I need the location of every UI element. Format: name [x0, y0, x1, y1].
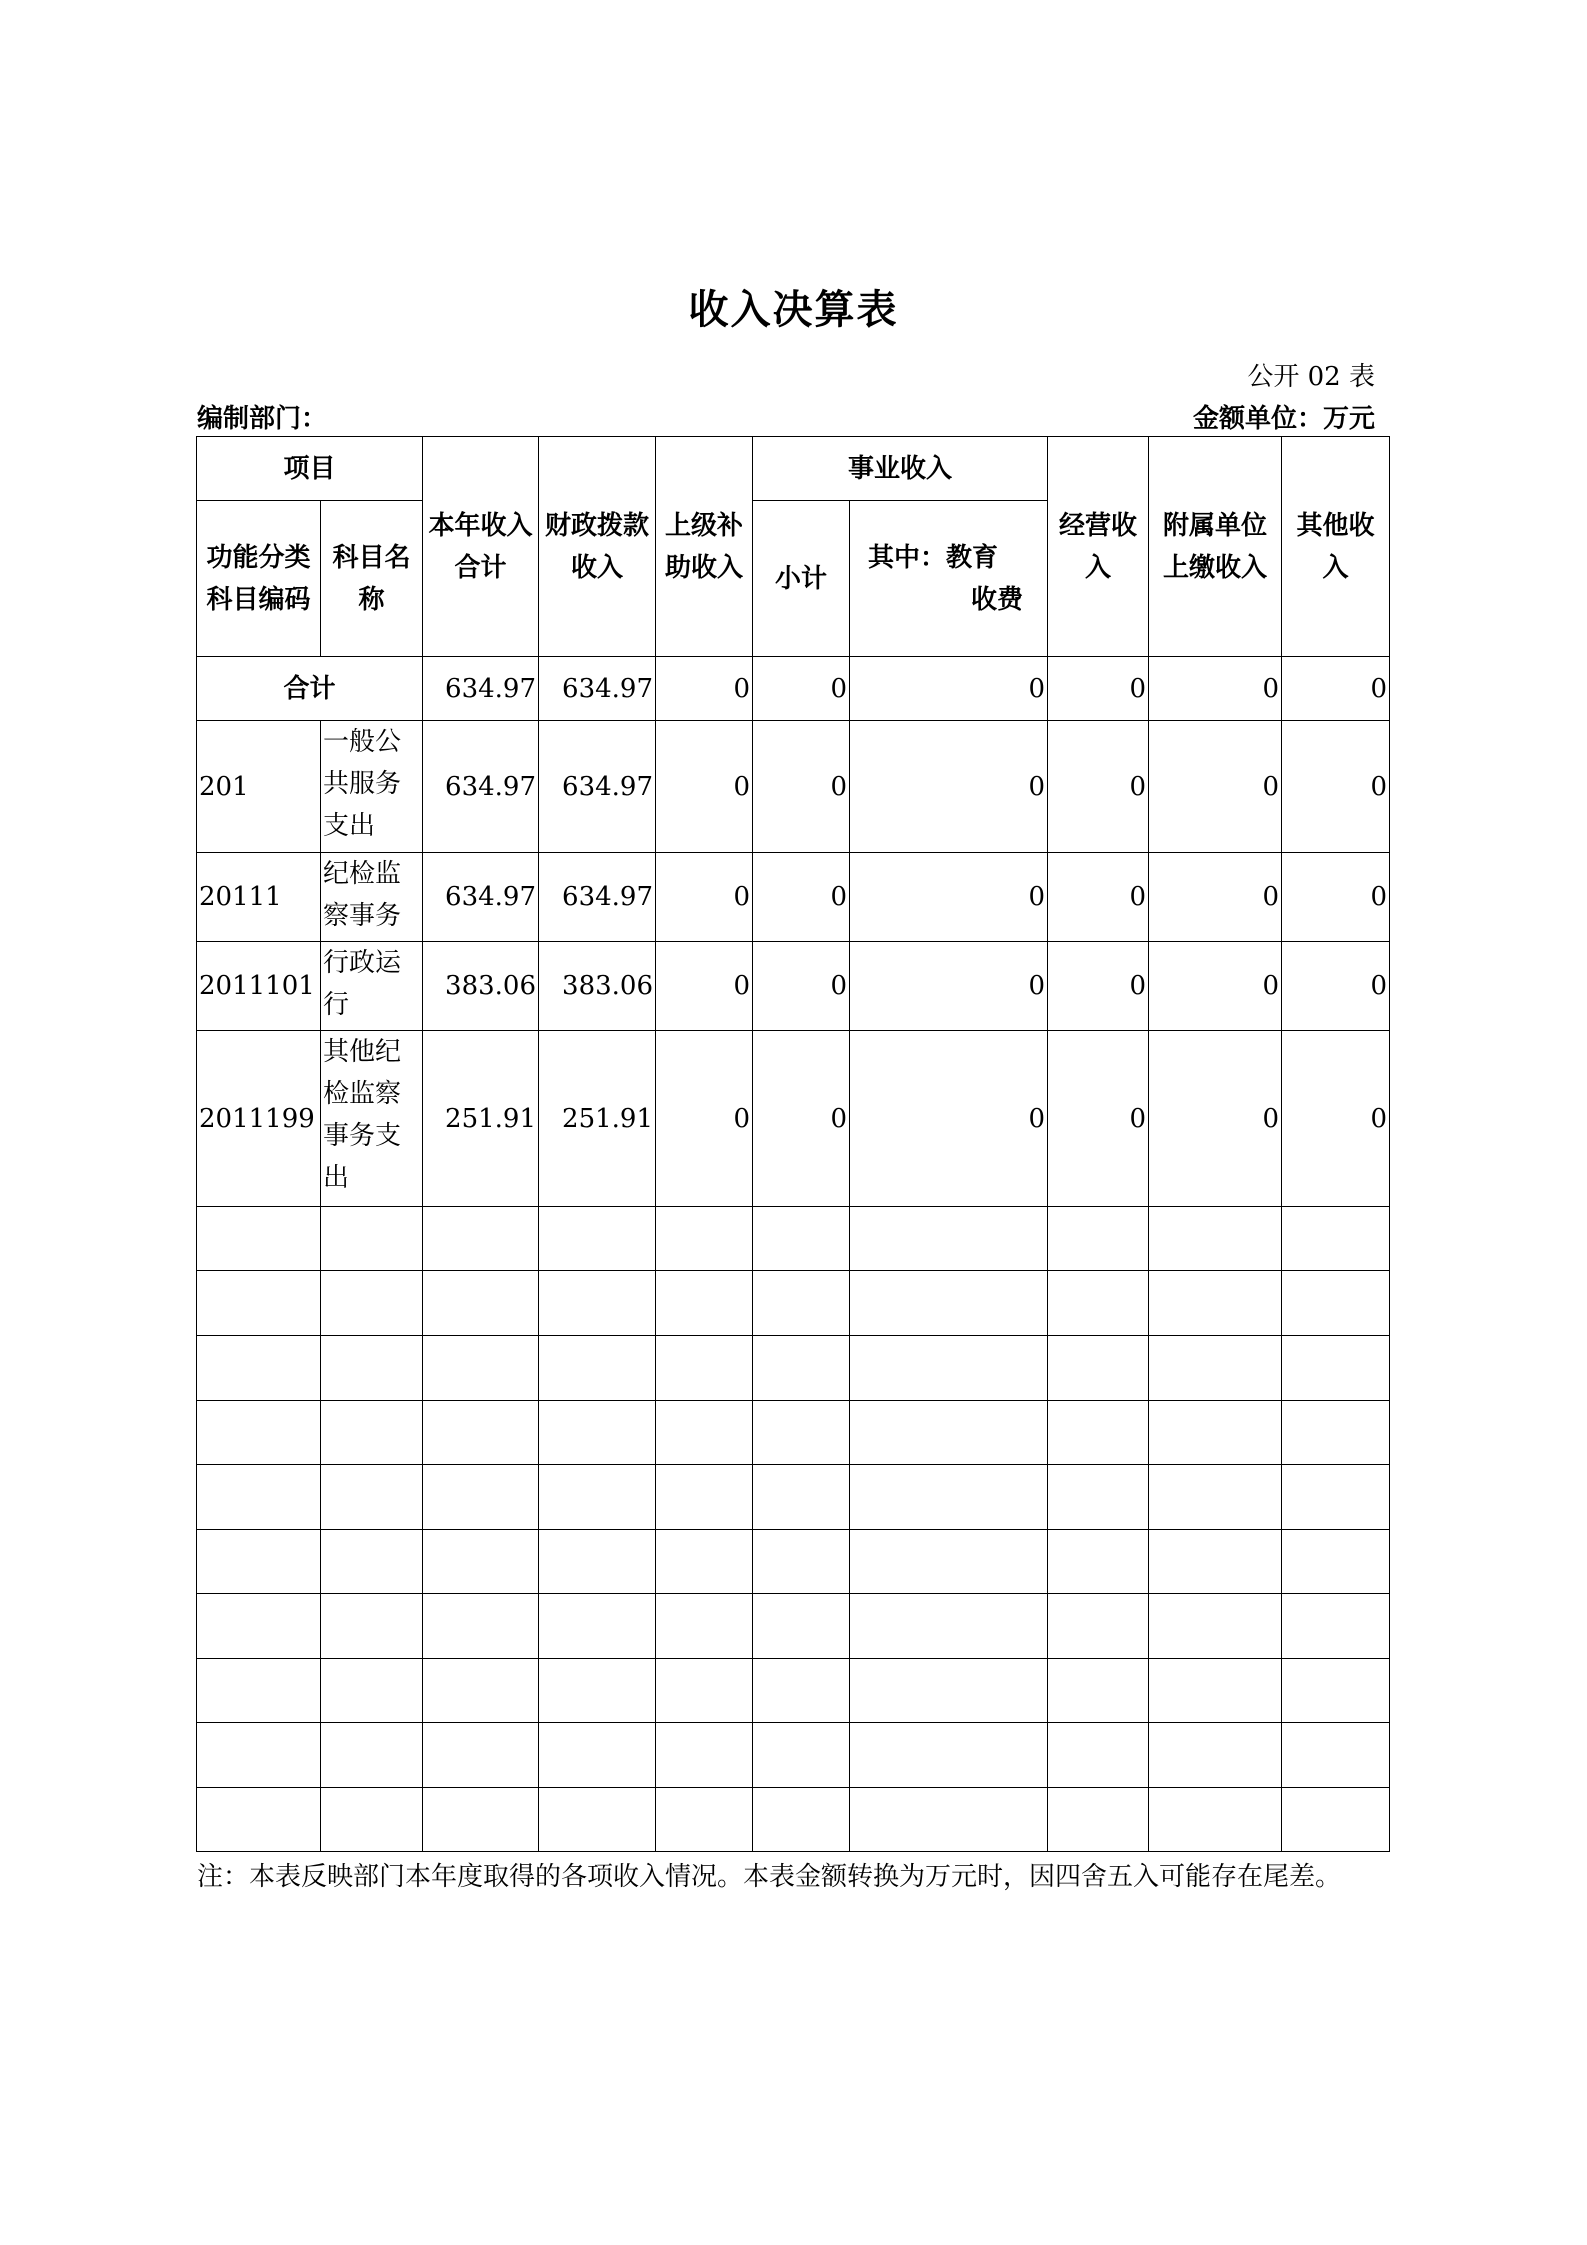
row-cell: 0	[1048, 942, 1149, 1031]
header-business: 事业收入	[753, 437, 1048, 501]
row-cell: 251.91	[423, 1031, 539, 1207]
table-row	[197, 942, 1390, 1031]
header-operating: 经营收入	[1048, 437, 1149, 657]
table-row	[197, 1031, 1390, 1207]
footnote: 注：本表反映部门本年度取得的各项收入情况。本表金额转换为万元时，因四舍五入可能存在尾差。	[197, 1862, 1342, 1892]
total-row	[197, 657, 1390, 721]
form-code: 公开 02 表	[1247, 362, 1375, 392]
dept-label: 编制部门：	[197, 404, 328, 434]
row-code: 2011199	[197, 1031, 321, 1207]
empty-row	[197, 1530, 1390, 1594]
row-cell: 0	[1048, 721, 1149, 853]
header-fiscal: 财政拨款收入	[539, 437, 656, 657]
row-cell: 0	[753, 1031, 850, 1207]
row-name: 纪检监察事务	[321, 853, 423, 942]
header-item: 项目	[197, 437, 423, 501]
empty-row	[197, 1336, 1390, 1401]
row-cell: 0	[1282, 853, 1390, 942]
total-cell: 0	[753, 657, 850, 721]
total-cell: 0	[1149, 657, 1282, 721]
row-name: 其他纪检监察事务支出	[321, 1031, 423, 1207]
row-cell: 0	[1149, 942, 1282, 1031]
income-table	[196, 436, 1390, 1852]
row-cell: 0	[1149, 1031, 1282, 1207]
empty-row	[197, 1723, 1390, 1788]
empty-row	[197, 1465, 1390, 1530]
row-cell: 0	[656, 1031, 753, 1207]
empty-row	[197, 1271, 1390, 1336]
row-cell: 0	[850, 942, 1048, 1031]
row-cell: 634.97	[423, 853, 539, 942]
row-cell: 0	[1048, 853, 1149, 942]
header-other: 其他收入	[1282, 437, 1390, 657]
page-title: 收入决算表	[688, 287, 899, 333]
row-cell: 0	[753, 942, 850, 1031]
total-cell: 634.97	[423, 657, 539, 721]
table-row	[197, 721, 1390, 853]
total-cell: 0	[656, 657, 753, 721]
total-cell: 634.97	[539, 657, 656, 721]
empty-row	[197, 1788, 1390, 1852]
header-func-code: 功能分类科目编码	[197, 501, 321, 657]
row-name: 一般公共服务支出	[321, 721, 423, 853]
header-superior: 上级补助收入	[656, 437, 753, 657]
row-cell: 0	[656, 853, 753, 942]
row-cell: 0	[753, 853, 850, 942]
row-cell: 383.06	[539, 942, 656, 1031]
row-cell: 0	[1149, 721, 1282, 853]
row-code: 201	[197, 721, 321, 853]
header-affiliated: 附属单位上缴收入	[1149, 437, 1282, 657]
header-edu-fee	[850, 501, 1048, 657]
empty-row	[197, 1659, 1390, 1723]
row-code: 2011101	[197, 942, 321, 1031]
row-name: 行政运行	[321, 942, 423, 1031]
table-row	[197, 853, 1390, 942]
row-cell: 0	[753, 721, 850, 853]
row-code: 20111	[197, 853, 321, 942]
header-subtotal: 小计	[753, 501, 850, 657]
row-cell: 0	[850, 1031, 1048, 1207]
row-cell: 0	[1282, 942, 1390, 1031]
row-cell: 0	[1282, 1031, 1390, 1207]
row-cell: 634.97	[423, 721, 539, 853]
total-cell: 0	[1048, 657, 1149, 721]
total-label: 合计	[197, 657, 423, 721]
row-cell: 0	[656, 942, 753, 1031]
unit-label: 金额单位：万元	[1192, 404, 1375, 434]
row-cell: 634.97	[539, 853, 656, 942]
total-cell: 0	[850, 657, 1048, 721]
row-cell: 634.97	[539, 721, 656, 853]
row-cell: 0	[1149, 853, 1282, 942]
row-cell: 0	[850, 853, 1048, 942]
total-cell: 0	[1282, 657, 1390, 721]
header-total: 本年收入合计	[423, 437, 539, 657]
header-subject-name: 科目名称	[321, 501, 423, 657]
row-cell: 0	[1282, 721, 1390, 853]
row-cell: 251.91	[539, 1031, 656, 1207]
empty-row	[197, 1207, 1390, 1271]
row-cell: 0	[850, 721, 1048, 853]
row-cell: 0	[1048, 1031, 1149, 1207]
row-cell: 0	[656, 721, 753, 853]
header-edu-fee-line1: 其中：教育	[868, 542, 999, 573]
empty-row	[197, 1401, 1390, 1465]
row-cell: 383.06	[423, 942, 539, 1031]
empty-row	[197, 1594, 1390, 1659]
header-edu-fee-line2: 收费	[971, 584, 1024, 615]
